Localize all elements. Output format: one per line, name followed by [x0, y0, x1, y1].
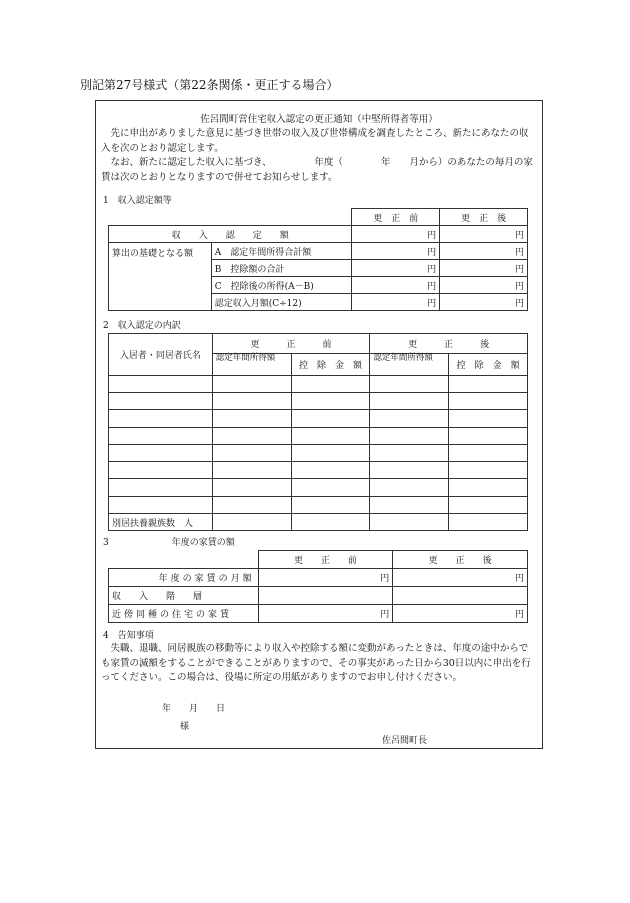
- table-row: [109, 444, 528, 461]
- yen-cell: 円: [258, 569, 393, 587]
- issuer-name: 佐呂間町長: [382, 736, 428, 746]
- yen-cell: 円: [440, 294, 528, 311]
- deduction-header: 控 除 金 額: [291, 353, 370, 375]
- basis-label: 算出の基礎となる額: [109, 243, 212, 311]
- table-row: [109, 427, 528, 444]
- monthly-rent-label: 年度の家賃の月額: [109, 569, 259, 587]
- table-row: [109, 496, 528, 513]
- section4-heading: 4 告知事項: [103, 631, 154, 641]
- rent-table: [108, 550, 528, 623]
- addressee-suffix: 様: [180, 722, 190, 732]
- resident-name-header: 入居者・同居者氏名: [109, 334, 213, 376]
- row-label: B 控除額の合計: [211, 260, 352, 277]
- row-label: C 控除後の所得(A－B): [211, 277, 352, 294]
- yen-cell: 円: [440, 243, 528, 260]
- intro-paragraph-1: 先に申出がありました意見に基づき世帯の収入及び世帯構成を調査したところ、新たにあなたの収入を次のとおり認定します。: [101, 128, 529, 154]
- section3-heading: 3 年度の家賃の額: [103, 538, 235, 548]
- table-row: [109, 410, 528, 427]
- income-amount-label: 収 入 認 定 額: [109, 226, 352, 243]
- yen-cell: 円: [258, 605, 393, 623]
- yen-cell: 円: [352, 277, 440, 294]
- yen-cell: 円: [440, 260, 528, 277]
- deduction-header: 控 除 金 額: [449, 353, 528, 375]
- yen-cell: 円: [440, 277, 528, 294]
- section2-heading: 2 収入認定の内訳: [103, 321, 181, 331]
- dependents-label: 別居扶養親族数 人: [109, 514, 213, 531]
- intro-paragraph-2: なお、新たに認定した収入に基づき、 年度（ 年 月から）のあなたの毎月の家賃は次のとおりとなりますので併せてお知らせします。: [101, 157, 533, 183]
- yen-cell: 円: [352, 294, 440, 311]
- table-row: [109, 462, 528, 479]
- row-label: 認定収入月額(C÷12): [211, 294, 352, 311]
- col-after-header: 更 正 後: [440, 209, 528, 226]
- notice-frame: [95, 100, 543, 749]
- breakdown-before-header: 更 正 前: [212, 334, 370, 354]
- rent-before-header: 更 正 前: [258, 551, 393, 569]
- table-row: [109, 375, 528, 392]
- notice-body: 失職、退職、同居親族の移動等により収入や控除する額に変動があったときは、年度の途中からでも家賃の減額をすることができることがありますので、その事実があった日から30日以内に申出を行ってください。この場合は、役場に所定の用紙がありますのでお申し付けください。: [101, 643, 531, 683]
- breakdown-table: [108, 333, 528, 531]
- row-label: A 認定年間所得合計額: [211, 243, 352, 260]
- rent-after-header: 更 正 後: [393, 551, 528, 569]
- annual-income-header: 認定年間所得額: [212, 353, 291, 375]
- table-row: [109, 479, 528, 496]
- annual-income-header: 認定年間所得額: [370, 353, 449, 375]
- table-row: [109, 392, 528, 409]
- neighbor-rent-label: 近傍同種の住宅の家賃: [109, 605, 259, 623]
- yen-cell: 円: [393, 605, 528, 623]
- yen-cell: 円: [393, 569, 528, 587]
- income-bracket-label: 収 入 階 層: [109, 587, 259, 605]
- yen-cell: 円: [352, 260, 440, 277]
- yen-cell: 円: [352, 243, 440, 260]
- col-before-header: 更 正 前: [352, 209, 440, 226]
- breakdown-after-header: 更 正 後: [370, 334, 528, 354]
- notice-title: 佐呂間町営住宅収入認定の更正通知（中堅所得者等用）: [200, 114, 438, 125]
- yen-cell: 円: [440, 226, 528, 243]
- form-header: 別記第27号様式（第22条関係・更正する場合）: [80, 78, 339, 92]
- yen-cell: 円: [352, 226, 440, 243]
- date-line: 年 月 日: [162, 704, 226, 714]
- income-table: [108, 208, 528, 311]
- section1-heading: 1 収入認定額等: [103, 196, 172, 206]
